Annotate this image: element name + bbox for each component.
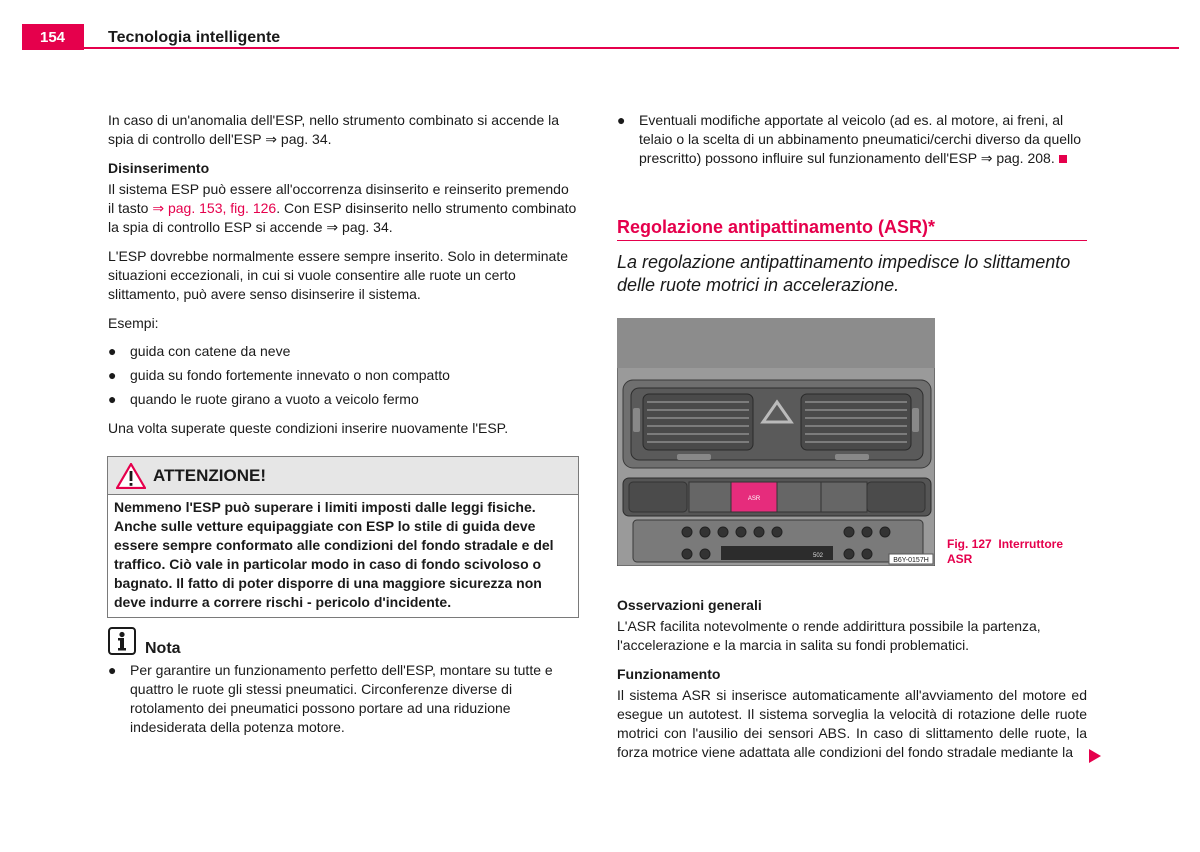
section-rule: [617, 240, 1087, 241]
dis-text-a: Il sistema ESP può essere all'occorrenza disinserito e reinserito premendo il tasto: [108, 181, 569, 216]
right-lower-column: [617, 596, 1087, 772]
section-title: Regolazione antipattinamento (ASR)*: [617, 217, 936, 237]
continue-arrow-icon: [1089, 749, 1101, 763]
nota-title: Nota: [145, 640, 181, 657]
funzionamento-title: Funzionamento: [617, 666, 721, 682]
header-rule: [22, 47, 1179, 49]
warning-box: [107, 456, 579, 618]
warning-header: [108, 457, 578, 495]
modifiche-text: Eventuali modifiche apportate al veicolo (ad es. al motore, ai freni, al telaio o la scelta di un abbinamento pneumatici/cerchi diverso da quello prescritto) possono influire sul funzionamento dell'ESP ⇒ pag. 208.: [639, 112, 1082, 166]
warning-title: ATTENZIONE!: [153, 466, 267, 485]
list-item: [108, 342, 578, 361]
list-item: [108, 390, 578, 409]
asr-button-label: ASR: [747, 496, 761, 502]
list-item-text: guida con catene da neve: [130, 343, 291, 359]
dashboard-illustration: [617, 318, 935, 566]
list-item: [108, 661, 578, 737]
left-column: [108, 111, 578, 448]
osservazioni-paragraph: L'ASR facilita notevolmente o rende addirittura possibile la partenza, l'accelerazione e la marcia in salita su fondi problematici.: [617, 618, 1041, 653]
list-item: [617, 111, 1087, 168]
figure-code: B6Y-0157H: [893, 557, 929, 564]
modifiche-paragraph: [617, 111, 1087, 173]
nota-text: Per garantire un funzionamento perfetto dell'ESP, montare su tutte e quattro le ruote gli stessi pneumatici. Circonferenze diverse di rotolamento dei pneumatici possono portare ad una riduzione indesiderata della potenza motore.: [130, 662, 553, 735]
list-item-text: quando le ruote girano a vuoto a veicolo fermo: [130, 391, 419, 407]
bullet-icon: ●: [108, 367, 117, 383]
list-item-text: guida su fondo fortemente innevato o non compatto: [130, 367, 450, 383]
figure-caption: [947, 537, 1082, 567]
info-icon: [108, 627, 136, 655]
nota-paragraph: [108, 661, 578, 742]
bullet-icon: ●: [108, 343, 117, 359]
intro-paragraph: In caso di un'anomalia dell'ESP, nello strumento combinato si accende la spia di controllo dell'ESP ⇒ pag. 34.: [108, 112, 560, 147]
bullet-icon: ●: [108, 391, 117, 407]
caption-text: Interruttore ASR: [947, 537, 1064, 566]
caption-number: Fig. 127: [947, 537, 992, 551]
lead-paragraph: La regolazione antipattinamento impedisce lo slittamento delle ruote motrici in accelerazione.: [617, 252, 1071, 295]
list-item: [108, 366, 578, 385]
figure-127: [617, 318, 935, 566]
disinserimento-title: Disinserimento: [108, 160, 210, 176]
page-number: 154: [22, 24, 84, 50]
warning-triangle-icon: [116, 463, 146, 489]
esempi-label: Esempi:: [108, 315, 159, 331]
header-title: Tecnologia intelligente: [108, 29, 281, 46]
radio-display: 502: [812, 553, 823, 559]
end-square-icon: [1059, 155, 1067, 163]
bullet-icon: ●: [617, 112, 626, 128]
osservazioni-title: Osservazioni generali: [617, 597, 762, 613]
fig-126-link[interactable]: ⇒ pag. 153, fig. 126: [152, 200, 277, 216]
warning-text: Nemmeno l'ESP può superare i limiti imposti dalle leggi fisiche. Anche sulle vetture equipaggiate con ESP lo stile di guida deve essere sempre conformato alle condizioni del fondo stradale e del traffico. Ciò vale in particolar modo in caso di fondo scivoloso o bagnato. Il fatto di poter disporre di una maggiore sicurezza non deve indurre a correre rischi - pericolo d'incidente.: [114, 499, 554, 610]
superate-paragraph: Una volta superate queste condizioni inserire nuovamente l'ESP.: [108, 420, 509, 436]
disinserimento-paragraph: [108, 180, 578, 237]
sempre-paragraph: L'ESP dovrebbe normalmente essere sempre inserito. Solo in determinate situazioni eccezionali, in cui si vuole consentire alle ruote un certo slittamento, può avere senso disinserire il sistema.: [108, 248, 568, 302]
funzionamento-paragraph: Il sistema ASR si inserisce automaticamente all'avviamento del motore ed esegue un autotest. Il sistema sorveglia la velocità di rotazione delle ruote motrici con l'ausilio dei sensori ABS. In caso di slittamento delle ruote, la forza motrice viene adattata alle condizioni del fondo stradale mediante la: [617, 687, 1087, 760]
dis-text-b: . Con ESP disinserito nello strumento combinato la spia di controllo ESP si accende ⇒ pag. 34.: [108, 200, 577, 235]
bullet-icon: ●: [108, 662, 117, 678]
